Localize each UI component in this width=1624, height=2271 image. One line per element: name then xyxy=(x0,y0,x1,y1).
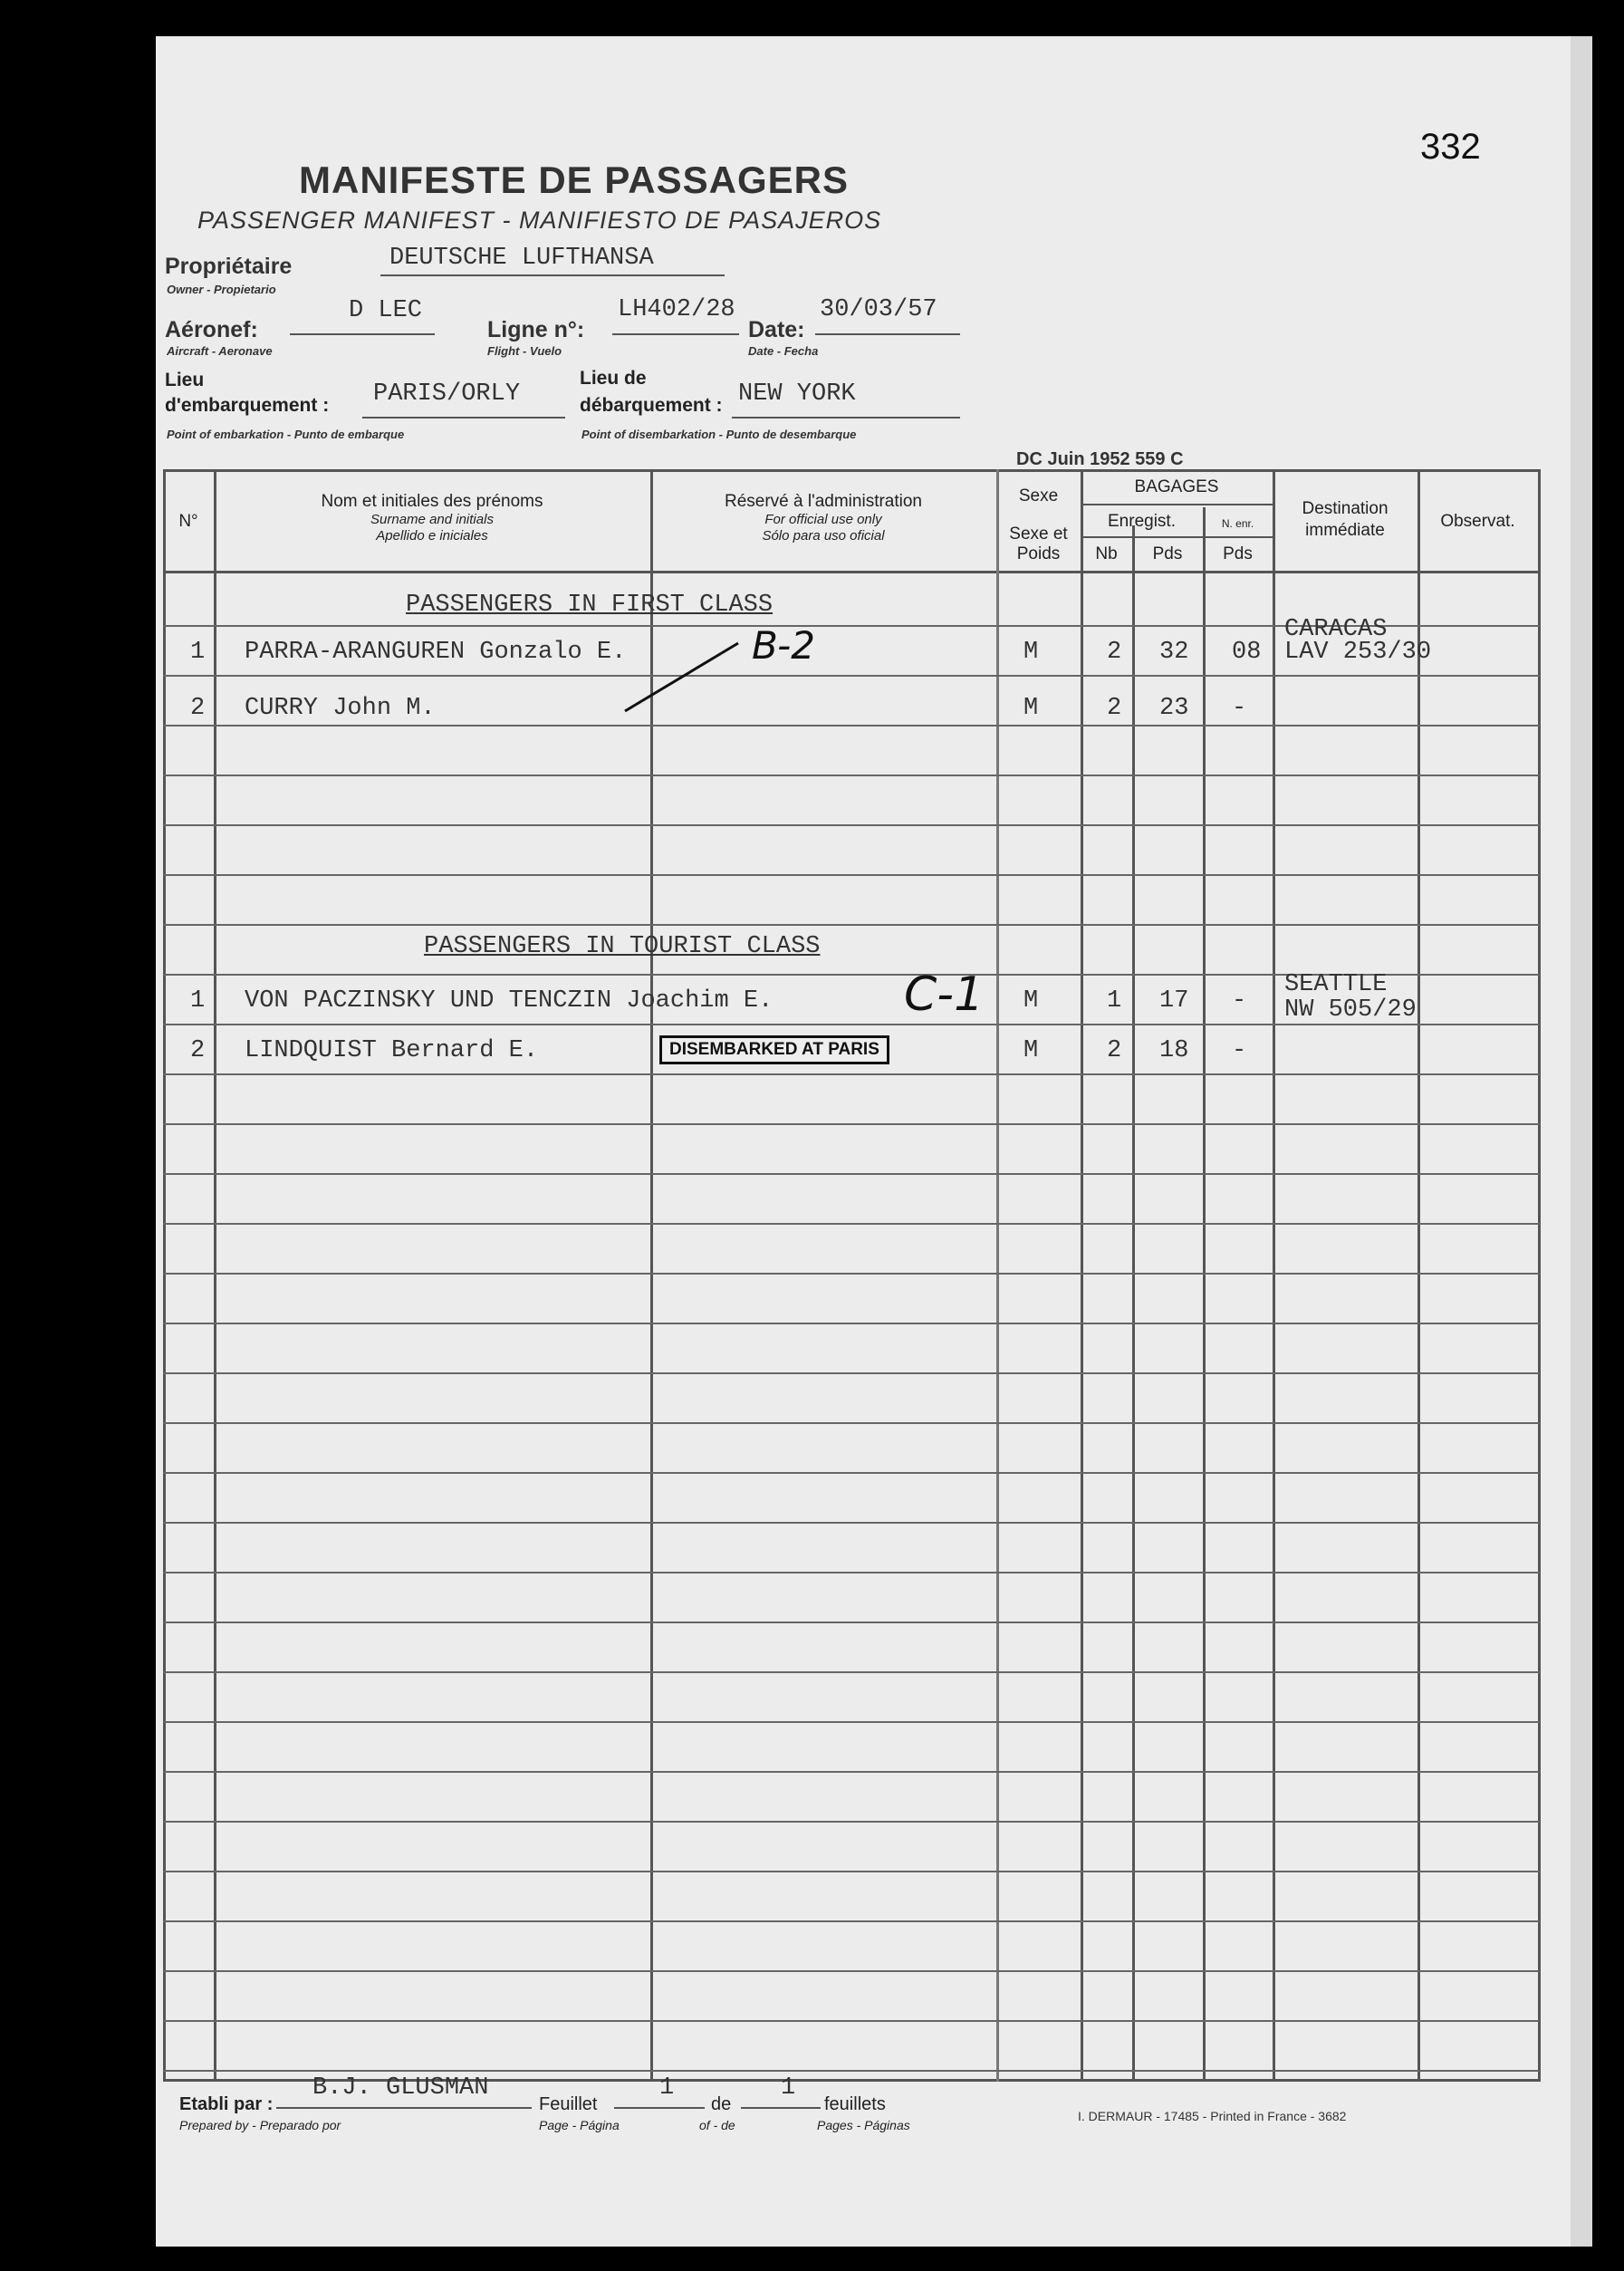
date-underline xyxy=(815,333,960,335)
tourist-row-2-pds: 18 xyxy=(1159,1037,1189,1064)
col-border-dest xyxy=(1417,469,1420,2082)
row-rule xyxy=(163,1821,1540,1823)
table-header-border xyxy=(163,571,1540,573)
disembarkation-label-1: Lieu de xyxy=(580,368,647,389)
date-sublabel: Date - Fecha xyxy=(748,344,819,358)
row-rule xyxy=(163,775,1540,776)
row-rule xyxy=(163,1073,1540,1075)
row-rule xyxy=(163,1572,1540,1573)
row-rule xyxy=(163,1123,1540,1125)
prepared-value: B.J. GLUSMAN xyxy=(312,2074,489,2102)
feuillet-value: 1 xyxy=(659,2074,675,2102)
row-rule xyxy=(163,2020,1540,2022)
flight-label: Ligne n°: xyxy=(487,317,585,342)
de-label: de xyxy=(711,2094,732,2114)
header-pds: Pds xyxy=(1152,544,1183,563)
embarkation-label-1: Lieu xyxy=(165,370,205,390)
header-name-es: Apellido e iniciales xyxy=(376,528,488,544)
first-row-2-nb: 2 xyxy=(1107,695,1122,722)
feuillet-underline xyxy=(614,2107,705,2109)
date-value: 30/03/57 xyxy=(820,296,937,323)
de-sublabel: of - de xyxy=(699,2118,735,2132)
feuillet-label: Feuillet xyxy=(539,2094,598,2114)
row-rule xyxy=(163,1273,1540,1275)
tourist-row-1-no: 1 xyxy=(190,987,206,1015)
owner-label: Propriétaire xyxy=(165,254,293,279)
row-rule xyxy=(163,1422,1540,1424)
disembarkation-underline xyxy=(732,417,960,419)
bagages-divider xyxy=(1081,504,1273,505)
first-row-2-no: 2 xyxy=(190,695,206,722)
feuillet-sublabel: Page - Página xyxy=(539,2118,620,2132)
flight-sublabel: Flight - Vuelo xyxy=(487,344,562,358)
first-row-1-pds-nonenr: 08 xyxy=(1232,639,1262,666)
tourist-row-2-nb: 2 xyxy=(1107,1037,1122,1064)
header-nb: Nb xyxy=(1095,544,1118,563)
first-row-2-name: CURRY John M. xyxy=(245,695,436,722)
sheet-edge xyxy=(1571,36,1592,2247)
tourist-row-2-name: LINDQUIST Bernard E. xyxy=(245,1037,539,1064)
aircraft-sublabel: Aircraft - Aeronave xyxy=(167,344,273,358)
owner-sublabel: Owner - Propietario xyxy=(167,283,276,296)
date-label: Date: xyxy=(748,317,805,342)
manifest-sheet xyxy=(156,36,1571,2247)
first-row-1-sex: M xyxy=(1023,639,1039,666)
col-border-no xyxy=(214,469,216,2082)
embarkation-underline xyxy=(362,417,565,419)
header-admin-es: Sólo para uso oficial xyxy=(762,528,885,544)
row-rule xyxy=(163,2070,1540,2072)
prepared-underline xyxy=(276,2107,532,2109)
header-name-en: Surname and initials xyxy=(370,512,494,527)
row-rule xyxy=(163,675,1540,677)
header-destination-2: immédiate xyxy=(1305,521,1385,540)
header-nonenr: N. enr. xyxy=(1221,517,1254,530)
handwritten-arrow xyxy=(616,625,851,725)
aircraft-underline xyxy=(290,333,435,335)
row-rule xyxy=(163,1871,1540,1872)
first-row-2-pds: 23 xyxy=(1159,695,1189,722)
header-admin-en: For official use only xyxy=(764,512,882,527)
header-sex-2: Sexe et xyxy=(1009,524,1068,544)
row-rule xyxy=(163,1920,1540,1922)
handwritten-c1: C-1 xyxy=(904,967,985,1022)
embarkation-value: PARIS/ORLY xyxy=(373,380,521,408)
first-class-heading: PASSENGERS IN FIRST CLASS xyxy=(406,592,774,619)
printer-imprint: I. DERMAUR - 17485 - Printed in France - 3682 xyxy=(1078,2109,1347,2123)
col-border-sex xyxy=(1081,469,1083,2082)
row-rule xyxy=(163,1472,1540,1474)
first-row-1-no: 1 xyxy=(190,639,206,666)
aircraft-label: Aéronef: xyxy=(165,317,258,342)
row-rule xyxy=(163,874,1540,876)
tourist-row-1-dest-2: NW 505/29 xyxy=(1284,996,1417,1024)
row-rule xyxy=(163,1621,1540,1623)
header-admin: Réservé à l'administration xyxy=(725,492,922,511)
disembarkation-label-2: débarquement : xyxy=(580,395,723,416)
aircraft-value: D LEC xyxy=(349,297,423,324)
row-rule xyxy=(163,924,1540,926)
header-destination-1: Destination xyxy=(1302,499,1389,518)
first-row-1-dest-2: LAV 253/30 xyxy=(1284,639,1432,666)
header-bagages: BAGAGES xyxy=(1134,477,1219,496)
first-row-2-sex: M xyxy=(1023,695,1039,722)
row-rule xyxy=(163,1024,1540,1025)
row-rule xyxy=(163,1671,1540,1673)
handwritten-b2: B-2 xyxy=(752,623,815,668)
row-rule xyxy=(163,1721,1540,1723)
col-border-nonenr xyxy=(1273,469,1275,2082)
tourist-row-1-dest-1: SEATTLE xyxy=(1284,971,1388,998)
header-enregist: Enregist. xyxy=(1108,512,1176,531)
header-name: Nom et initiales des prénoms xyxy=(321,492,543,511)
first-row-1-nb: 2 xyxy=(1107,639,1122,666)
first-row-1-dest-1: CARACAS xyxy=(1284,616,1388,643)
tourist-row-1-sex: M xyxy=(1023,987,1039,1015)
tourist-class-heading: PASSENGERS IN TOURIST CLASS xyxy=(424,933,821,960)
feuillets-label: feuillets xyxy=(824,2094,886,2114)
table-top-border xyxy=(163,469,1540,472)
tourist-row-2-no: 2 xyxy=(190,1037,206,1064)
first-row-2-pds-nonenr: - xyxy=(1232,695,1247,722)
de-underline xyxy=(741,2107,821,2109)
subtitle: PASSENGER MANIFEST - MANIFIESTO DE PASAJEROS xyxy=(197,207,882,234)
embarkation-sublabel: Point of embarkation - Punto de embarque xyxy=(167,428,405,441)
header-sex-1: Sexe xyxy=(1018,486,1059,505)
col-border-left xyxy=(163,469,166,2082)
header-observat: Observat. xyxy=(1440,512,1515,531)
tourist-row-1-name: VON PACZINSKY UND TENCZIN Joachim E. xyxy=(245,987,774,1015)
disembarkation-value: NEW YORK xyxy=(738,380,856,408)
col-border-right xyxy=(1538,469,1541,2082)
first-row-1-name: PARRA-ARANGUREN Gonzalo E. xyxy=(245,639,627,666)
header-no: N° xyxy=(178,512,198,531)
col-border-nb xyxy=(1132,525,1135,2082)
row-rule xyxy=(163,1522,1540,1524)
first-row-1-pds: 32 xyxy=(1159,639,1189,666)
tourist-row-1-pds: 17 xyxy=(1159,987,1189,1015)
prepared-sublabel: Prepared by - Preparado por xyxy=(179,2118,341,2132)
embarkation-label-2: d'embarquement : xyxy=(165,395,330,416)
page-number: 332 xyxy=(1420,127,1481,167)
flight-value: LH402/28 xyxy=(618,296,735,323)
disembarked-stamp: DISEMBARKED AT PARIS xyxy=(659,1035,889,1064)
prepared-label: Etabli par : xyxy=(179,2094,274,2114)
de-value: 1 xyxy=(781,2074,796,2102)
feuillets-sublabel: Pages - Páginas xyxy=(817,2118,910,2132)
row-rule xyxy=(163,1372,1540,1374)
disembarkation-sublabel: Point of disembarkation - Punto de desembarque xyxy=(581,428,857,441)
header-pds-nonenr: Pds xyxy=(1223,544,1253,563)
owner-underline xyxy=(380,274,725,276)
row-rule xyxy=(163,1771,1540,1773)
form-code: DC Juin 1952 559 C xyxy=(1016,449,1184,469)
tourist-row-1-pds-nonenr: - xyxy=(1232,987,1247,1015)
tourist-row-1-nb: 1 xyxy=(1107,987,1122,1015)
flight-underline xyxy=(612,333,739,335)
row-rule xyxy=(163,1970,1540,1972)
row-rule xyxy=(163,725,1540,727)
row-rule xyxy=(163,824,1540,826)
row-rule xyxy=(163,1323,1540,1324)
col-border-admin xyxy=(996,469,999,2082)
col-border-pds xyxy=(1203,507,1206,2082)
row-rule xyxy=(163,1173,1540,1175)
header-sex-3: Poids xyxy=(1016,544,1061,563)
row-rule xyxy=(163,1223,1540,1225)
title: MANIFESTE DE PASSAGERS xyxy=(299,159,849,201)
enregist-divider xyxy=(1081,536,1273,538)
tourist-row-2-sex: M xyxy=(1023,1037,1039,1064)
tourist-row-2-pds-nonenr: - xyxy=(1232,1037,1247,1064)
owner-value: DEUTSCHE LUFTHANSA xyxy=(389,245,654,272)
